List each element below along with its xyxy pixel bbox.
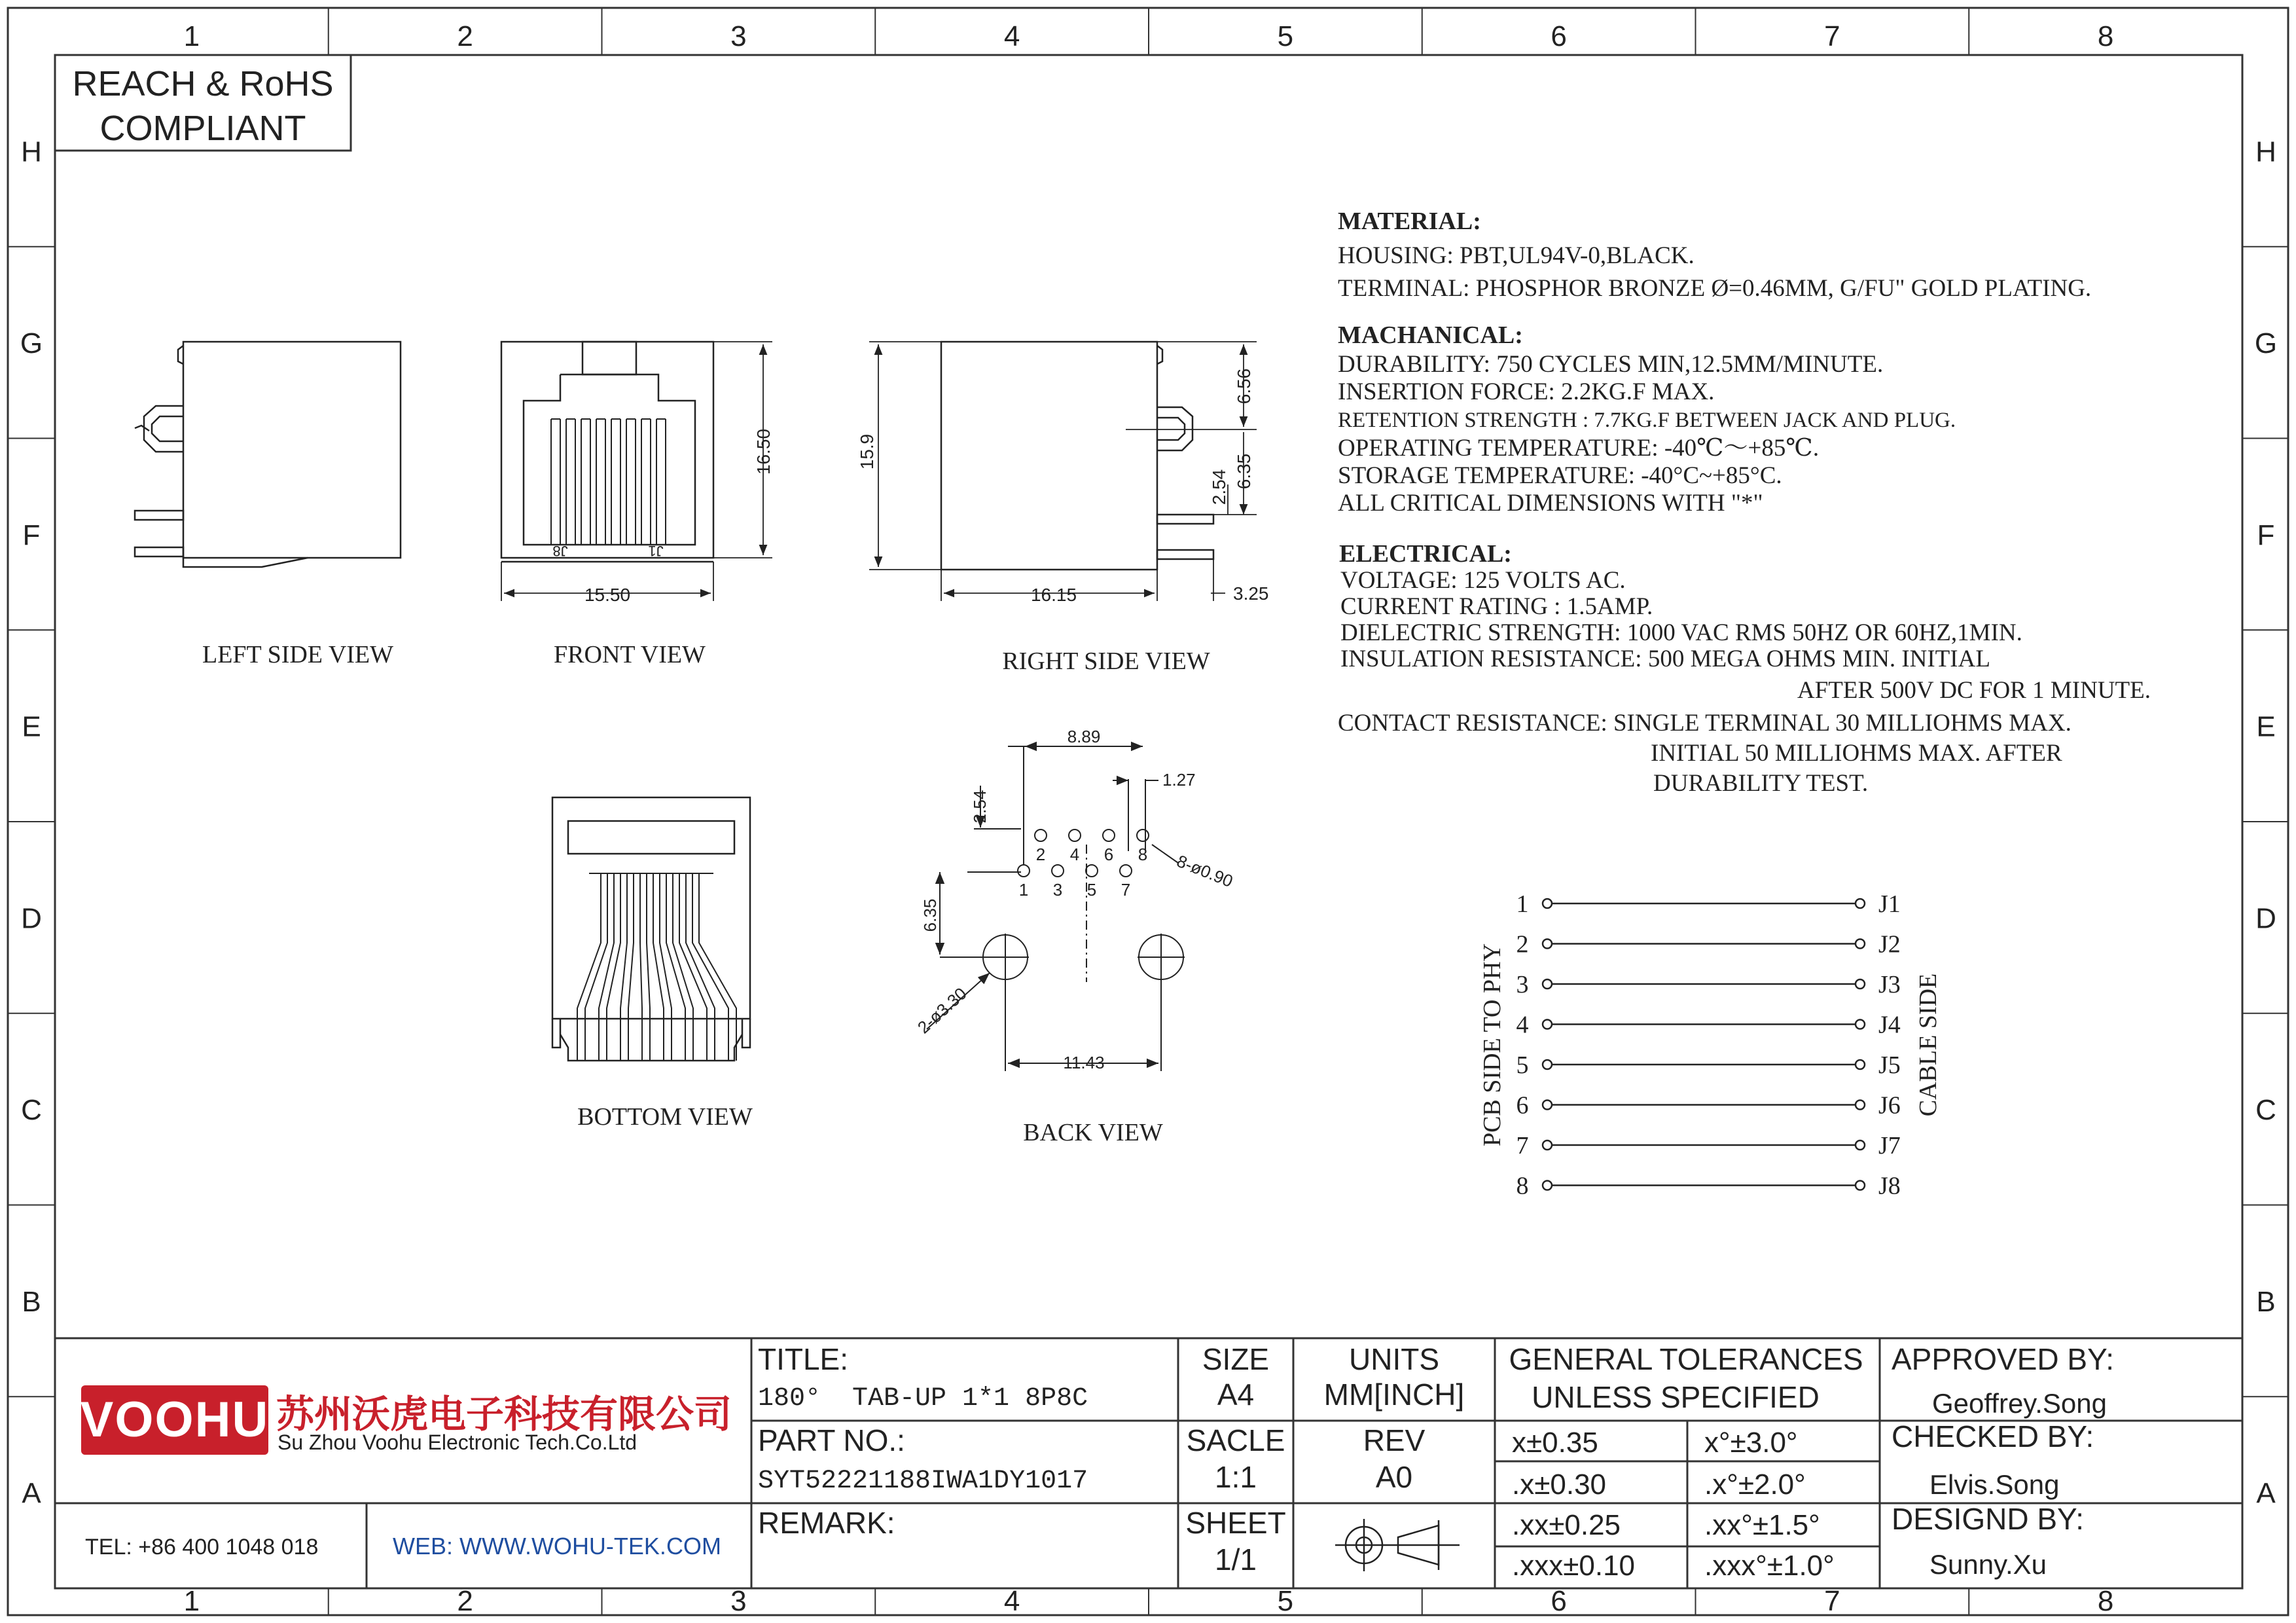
electrical-line: INITIAL 50 MILLIOHMS MAX. AFTER xyxy=(1651,740,2062,767)
remark-label: REMARK: xyxy=(758,1506,895,1540)
schematic-terminal xyxy=(1856,1101,1865,1110)
schematic-terminal xyxy=(1543,939,1552,949)
grid-column-label: 7 xyxy=(1824,20,1840,52)
tolerance-subtitle: UNLESS SPECIFIED xyxy=(1532,1380,1820,1414)
schematic-terminal xyxy=(1856,1020,1865,1029)
size-value: A4 xyxy=(1217,1377,1255,1412)
grid-column-label: 1 xyxy=(183,1585,200,1617)
front-height-dim: 16.50 xyxy=(753,428,774,475)
right-mid-dim: 6.35 xyxy=(1234,453,1254,490)
right-tail-dim: 3.25 xyxy=(1233,583,1269,604)
grid-column-label: 8 xyxy=(2097,1585,2114,1617)
grid-row-label: B xyxy=(2256,1285,2276,1318)
schematic-pin-left: 3 xyxy=(1516,971,1529,998)
pin-number: 4 xyxy=(1069,845,1080,864)
schematic-terminal xyxy=(1856,939,1865,949)
electrical-line: AFTER 500V DC FOR 1 MINUTE. xyxy=(1797,677,2151,704)
pin-hole xyxy=(1103,830,1115,841)
front-pin-label-right: J1 xyxy=(648,543,664,559)
bottom-view xyxy=(552,797,750,1061)
sheet-label: SHEET xyxy=(1185,1506,1286,1540)
designed-label: DESIGND BY: xyxy=(1892,1502,2084,1536)
tolerance-linear: .xxx±0.10 xyxy=(1512,1550,1636,1582)
grid-row-label: F xyxy=(2257,519,2275,551)
approved-label: APPROVED BY: xyxy=(1892,1342,2115,1376)
voohu-logo-text: VOOHU xyxy=(80,1392,270,1448)
designed-value: Sunny.Xu xyxy=(1929,1549,2047,1580)
company-name-en: Su Zhou Voohu Electronic Tech.Co.Ltd xyxy=(278,1431,637,1454)
mechanical-line: DURABILITY: 750 CYCLES MIN,12.5MM/MINUTE. xyxy=(1338,351,1884,378)
tolerance-angular: .x°±2.0° xyxy=(1704,1468,1806,1501)
grid-row-label: G xyxy=(20,327,43,360)
electrical-line: CURRENT RATING : 1.5AMP. xyxy=(1340,593,1653,620)
tolerance-angular: .xxx°±1.0° xyxy=(1704,1550,1835,1582)
scale-value: 1:1 xyxy=(1215,1460,1257,1494)
grid-row-label: C xyxy=(21,1094,42,1127)
grid-column-label: 7 xyxy=(1824,1585,1840,1617)
third-angle-projection-icon xyxy=(1335,1519,1460,1571)
grid-column-label: 6 xyxy=(1551,20,1567,52)
grid-column-label: 3 xyxy=(730,20,747,52)
pin-hole xyxy=(1069,830,1081,841)
pin-number: 6 xyxy=(1103,845,1114,864)
pin-schematic xyxy=(1516,890,1901,1200)
grid-row-label: H xyxy=(21,136,42,168)
mechanical-line: ALL CRITICAL DIMENSIONS WITH "*" xyxy=(1338,490,1763,517)
grid-column-label: 4 xyxy=(1003,1585,1020,1617)
material-line: TERMINAL: PHOSPHOR BRONZE Ø=0.46MM, G/FU" GOLD PLATING. xyxy=(1338,275,2092,302)
grid-row-label: E xyxy=(22,710,41,743)
electrical-line: INSULATION RESISTANCE: 500 MEGA OHMS MIN. INITIAL xyxy=(1340,646,1990,672)
bottom-view-label: BOTTOM VIEW xyxy=(577,1103,753,1131)
back-view-label: BACK VIEW xyxy=(1023,1119,1163,1146)
tolerance-title: GENERAL TOLERANCES xyxy=(1509,1342,1863,1376)
right-low-dim: 2.54 xyxy=(1209,469,1229,505)
company-tel: TEL: +86 400 1048 018 xyxy=(85,1535,319,1559)
pin-number: 8 xyxy=(1138,845,1148,864)
schematic-pin-right: J5 xyxy=(1878,1051,1901,1079)
pin-number: 1 xyxy=(1018,880,1029,900)
back-view xyxy=(927,746,1185,1071)
schematic-pin-left: 2 xyxy=(1516,930,1529,958)
spec-block xyxy=(1338,208,2151,797)
part-no-value: SYT52221188IWA1DY1017 xyxy=(758,1467,1088,1496)
schematic-right-label: CABLE SIDE xyxy=(1914,973,1942,1117)
schematic-terminal xyxy=(1543,1101,1552,1110)
electrical-line: CONTACT RESISTANCE: SINGLE TERMINAL 30 MILLIOHMS MAX. xyxy=(1338,710,2072,737)
company-web: WEB: WWW.WOHU-TEK.COM xyxy=(393,1533,721,1559)
schematic-terminal xyxy=(1856,1181,1865,1190)
grid-column-label: 5 xyxy=(1277,20,1294,52)
title-label: TITLE: xyxy=(758,1342,849,1376)
pin-number: 2 xyxy=(1035,845,1046,864)
pin-number: 7 xyxy=(1121,880,1131,900)
back-post-dia-dim: 2-ø3.30 xyxy=(913,983,971,1038)
material-title: MATERIAL: xyxy=(1338,208,1481,235)
grid-row-label: D xyxy=(21,902,42,935)
grid-row-label: F xyxy=(22,519,41,551)
grid-row-label: C xyxy=(2255,1094,2276,1127)
tolerance-angular: .xx°±1.5° xyxy=(1704,1509,1820,1541)
electrical-title: ELECTRICAL: xyxy=(1339,540,1512,568)
front-pin-label-left: J8 xyxy=(552,543,568,559)
pin-number: 3 xyxy=(1052,880,1063,900)
schematic-pin-right: J2 xyxy=(1878,930,1901,958)
mechanical-line: RETENTION STRENGTH : 7.7KG.F BETWEEN JACK AND PLUG. xyxy=(1338,409,1956,432)
back-offset-dim: 6.35 xyxy=(920,898,940,932)
pin-hole xyxy=(1018,865,1030,877)
schematic-terminal xyxy=(1543,899,1552,908)
schematic-pin-left: 7 xyxy=(1516,1132,1529,1159)
grid-row-label: H xyxy=(2255,136,2276,168)
electrical-line: DIELECTRIC STRENGTH: 1000 VAC RMS 50HZ OR 60HZ,1MIN. xyxy=(1340,619,2022,646)
electrical-line: DURABILITY TEST. xyxy=(1653,770,1869,797)
back-pitch-dim: 1.27 xyxy=(1162,770,1196,790)
schematic-pin-left: 4 xyxy=(1516,1011,1529,1039)
grid-row-label: A xyxy=(2256,1477,2276,1510)
compliance-line2: COMPLIANT xyxy=(99,109,306,148)
schematic-terminal xyxy=(1543,979,1552,989)
grid-column-label: 6 xyxy=(1551,1585,1567,1617)
right-height-dim: 15.9 xyxy=(857,433,877,470)
tolerance-angular: x°±3.0° xyxy=(1704,1427,1798,1459)
schematic-pin-left: 5 xyxy=(1516,1051,1529,1079)
back-span-dim: 8.89 xyxy=(1067,727,1101,746)
pin-hole xyxy=(1086,865,1098,877)
tolerance-linear: .x±0.30 xyxy=(1512,1468,1607,1501)
grid-column-label: 4 xyxy=(1003,20,1020,52)
right-top-dim: 6.56 xyxy=(1234,368,1254,405)
schematic-terminal xyxy=(1856,979,1865,989)
schematic-pin-right: J3 xyxy=(1878,971,1901,998)
sheet-value: 1/1 xyxy=(1215,1542,1257,1577)
right-side-view-label: RIGHT SIDE VIEW xyxy=(1002,647,1210,675)
mechanical-line: INSERTION FORCE: 2.2KG.F MAX. xyxy=(1338,378,1715,405)
grid-column-label: 3 xyxy=(730,1585,747,1617)
schematic-pin-right: J8 xyxy=(1878,1172,1901,1200)
mechanical-line: OPERATING TEMPERATURE: -40℃～+85℃. xyxy=(1338,435,1820,462)
left-side-view-label: LEFT SIDE VIEW xyxy=(202,641,394,668)
mechanical-line: STORAGE TEMPERATURE: -40°C~+85°C. xyxy=(1338,462,1782,489)
schematic-terminal xyxy=(1856,1060,1865,1069)
schematic-pin-right: J4 xyxy=(1878,1011,1901,1039)
grid-row-label: A xyxy=(22,1477,41,1510)
rev-label: REV xyxy=(1363,1423,1426,1457)
electrical-line: VOLTAGE: 125 VOLTS AC. xyxy=(1340,567,1626,594)
pin-hole xyxy=(1035,830,1047,841)
back-post-span-dim: 11.43 xyxy=(1063,1053,1105,1072)
company-name-cn: 苏州沃虎电子科技有限公司 xyxy=(276,1393,732,1436)
mechanical-title: MACHANICAL: xyxy=(1338,321,1523,349)
schematic-terminal xyxy=(1543,1020,1552,1029)
right-side-view xyxy=(941,342,1213,570)
compliance-line1: REACH & RoHS xyxy=(72,64,334,103)
pin-number: 5 xyxy=(1086,880,1097,900)
title-value: 180° TAB-UP 1*1 8P8C xyxy=(758,1384,1088,1413)
schematic-pin-left: 8 xyxy=(1516,1172,1529,1200)
grid-column-label: 8 xyxy=(2097,20,2114,52)
schematic-pin-right: J7 xyxy=(1878,1132,1901,1159)
grid-labels xyxy=(20,20,2277,1617)
scale-label: SACLE xyxy=(1186,1423,1285,1457)
pin-hole xyxy=(1052,865,1064,877)
units-label: UNITS xyxy=(1349,1342,1439,1376)
grid-row-label: B xyxy=(22,1285,41,1318)
front-view xyxy=(501,342,713,562)
right-depth-dim: 16.15 xyxy=(1030,585,1077,605)
schematic-terminal xyxy=(1856,1140,1865,1150)
back-row-dim: 2.54 xyxy=(970,790,990,824)
schematic-pin-left: 1 xyxy=(1516,890,1529,918)
grid-column-label: 5 xyxy=(1277,1585,1294,1617)
part-no-label: PART NO.: xyxy=(758,1423,905,1457)
schematic-pin-left: 6 xyxy=(1516,1091,1529,1120)
grid-row-label: D xyxy=(2255,902,2276,935)
left-side-view xyxy=(135,342,401,567)
schematic-terminal xyxy=(1543,1060,1552,1069)
schematic-terminal xyxy=(1856,899,1865,908)
schematic-pin-right: J1 xyxy=(1878,890,1901,918)
rev-value: A0 xyxy=(1375,1460,1413,1494)
front-view-label: FRONT VIEW xyxy=(554,641,706,668)
material-line: HOUSING: PBT,UL94V-0,BLACK. xyxy=(1338,242,1695,269)
grid-column-label: 1 xyxy=(183,20,200,52)
grid-column-label: 2 xyxy=(457,1585,473,1617)
grid-row-label: G xyxy=(2254,327,2278,360)
schematic-pin-right: J6 xyxy=(1878,1091,1901,1120)
schematic-left-label: PCB SIDE TO PHY xyxy=(1479,943,1506,1147)
checked-label: CHECKED BY: xyxy=(1892,1419,2094,1453)
pin-hole xyxy=(1137,830,1149,841)
checked-value: Elvis.Song xyxy=(1929,1469,2060,1500)
size-label: SIZE xyxy=(1202,1342,1270,1376)
front-width-dim: 15.50 xyxy=(584,585,631,605)
units-value: MM[INCH] xyxy=(1323,1377,1465,1412)
right-dims xyxy=(869,342,1257,601)
tolerance-linear: .xx±0.25 xyxy=(1512,1509,1621,1541)
pin-hole xyxy=(1120,865,1132,877)
schematic-terminal xyxy=(1543,1181,1552,1190)
grid-column-label: 2 xyxy=(457,20,473,52)
approved-value: Geoffrey.Song xyxy=(1932,1388,2107,1419)
schematic-terminal xyxy=(1543,1140,1552,1150)
tolerance-linear: x±0.35 xyxy=(1512,1427,1598,1459)
grid-row-label: E xyxy=(2256,710,2276,743)
back-pin-dia-dim: 8-ø0.90 xyxy=(1174,850,1236,892)
